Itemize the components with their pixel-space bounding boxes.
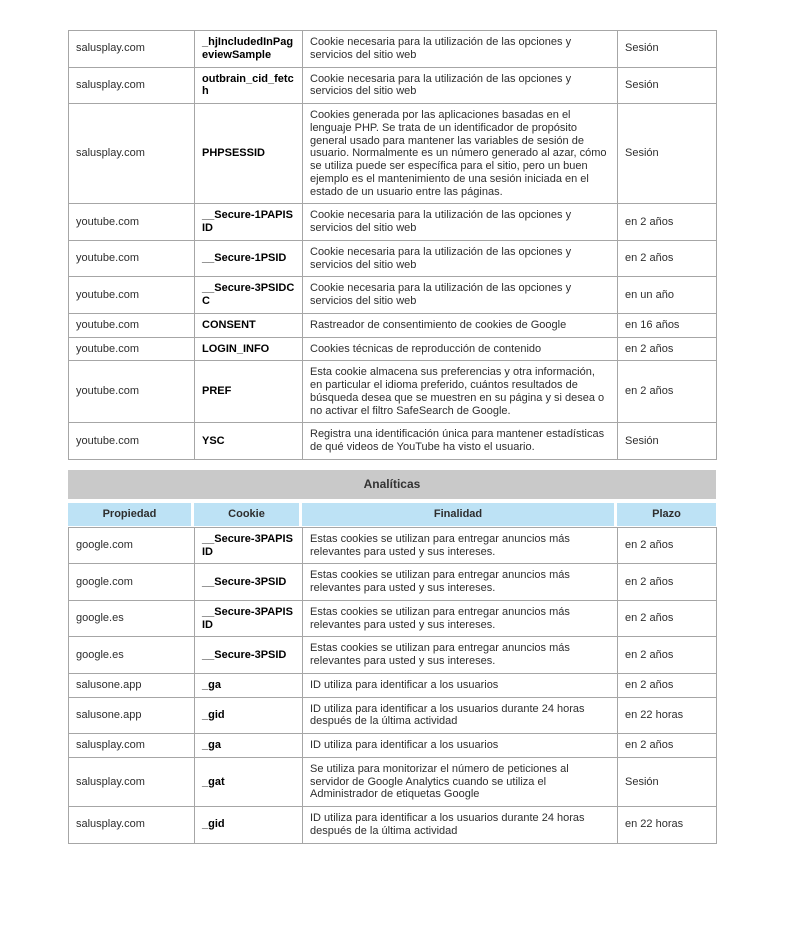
table-row xyxy=(69,337,717,361)
cell-cookie: __Secure-1PSID xyxy=(195,240,303,277)
cell-finalidad: Se utiliza para monitorizar el número de peticiones al servidor de Google Analytics cuando se utiliza el Administrador de etiquetas Google xyxy=(303,757,618,806)
cell-propiedad: salusplay.com xyxy=(69,67,195,104)
table-row xyxy=(69,673,717,697)
cell-propiedad: youtube.com xyxy=(69,240,195,277)
cell-propiedad: salusone.app xyxy=(69,697,195,734)
cell-cookie: CONSENT xyxy=(195,313,303,337)
analytics-table-body xyxy=(69,527,717,843)
cell-finalidad: Cookie necesaria para la utilización de las opciones y servicios del sitio web xyxy=(303,277,618,314)
cell-finalidad: Cookies generada por las aplicaciones basadas en el lenguaje PHP. Se trata de un identificador de propósito general usado para mantener las variables de sesión de usuario. Normalmente es un número generado al azar, cómo se utiliza puede ser específica para el sitio, pero un buen ejemplo es el mantenimiento de una sesión iniciada en el estado de un usuario entre las páginas. xyxy=(303,104,618,204)
cell-propiedad: youtube.com xyxy=(69,204,195,241)
cell-propiedad: youtube.com xyxy=(69,423,195,460)
table-row xyxy=(69,204,717,241)
cell-plazo: Sesión xyxy=(618,31,717,68)
cell-cookie: __Secure-3PAPISID xyxy=(195,600,303,637)
table-row xyxy=(69,67,717,104)
cell-finalidad: Cookie necesaria para la utilización de las opciones y servicios del sitio web xyxy=(303,240,618,277)
cell-plazo: en 16 años xyxy=(618,313,717,337)
cell-finalidad: Cookie necesaria para la utilización de las opciones y servicios del sitio web xyxy=(303,31,618,68)
cell-finalidad: Cookie necesaria para la utilización de las opciones y servicios del sitio web xyxy=(303,204,618,241)
cell-cookie: YSC xyxy=(195,423,303,460)
cell-plazo: en 2 años xyxy=(618,337,717,361)
cell-plazo: en 2 años xyxy=(618,240,717,277)
table-row xyxy=(69,734,717,758)
cookies-table-necessary xyxy=(68,30,717,460)
cell-propiedad: google.es xyxy=(69,637,195,674)
cell-finalidad: Registra una identificación única para mantener estadísticas de qué videos de YouTube ha visto el usuario. xyxy=(303,423,618,460)
cell-cookie: __Secure-3PSIDCC xyxy=(195,277,303,314)
cell-plazo: en 22 horas xyxy=(618,807,717,844)
cell-finalidad: ID utiliza para identificar a los usuarios xyxy=(303,734,618,758)
table-row xyxy=(69,104,717,204)
cell-finalidad: Cookie necesaria para la utilización de las opciones y servicios del sitio web xyxy=(303,67,618,104)
cell-cookie: __Secure-1PAPISID xyxy=(195,204,303,241)
cell-propiedad: salusplay.com xyxy=(69,757,195,806)
cell-plazo: en 2 años xyxy=(618,204,717,241)
cell-cookie: _hjIncludedInPageviewSample xyxy=(195,31,303,68)
cell-propiedad: salusplay.com xyxy=(69,734,195,758)
cell-propiedad: youtube.com xyxy=(69,277,195,314)
cell-finalidad: Rastreador de consentimiento de cookies de Google xyxy=(303,313,618,337)
table-row xyxy=(69,277,717,314)
cell-plazo: en 2 años xyxy=(618,361,717,423)
table-row xyxy=(69,361,717,423)
cell-finalidad: Esta cookie almacena sus preferencias y otra información, en particular el idioma preferido, cuántos resultados de búsqueda desea que se muestren en su página y si desea o no activar el filtro SafeSearch de Google. xyxy=(303,361,618,423)
cell-propiedad: google.com xyxy=(69,564,195,601)
cell-plazo: en 2 años xyxy=(618,600,717,637)
cell-finalidad: Estas cookies se utilizan para entregar anuncios más relevantes para usted y sus intereses. xyxy=(303,564,618,601)
column-header-finalidad: Finalidad xyxy=(302,503,614,526)
cell-plazo: en 2 años xyxy=(618,637,717,674)
necessary-table-body xyxy=(69,31,717,460)
cell-cookie: __Secure-3PSID xyxy=(195,637,303,674)
cell-plazo: en 2 años xyxy=(618,527,717,564)
cell-cookie: _ga xyxy=(195,673,303,697)
column-header-cookie: Cookie xyxy=(194,503,299,526)
cell-finalidad: Estas cookies se utilizan para entregar anuncios más relevantes para usted y sus intereses. xyxy=(303,527,618,564)
column-header-plazo: Plazo xyxy=(617,503,716,526)
cookies-table-analytics xyxy=(68,527,717,844)
cell-propiedad: salusplay.com xyxy=(69,807,195,844)
column-header-propiedad: Propiedad xyxy=(68,503,191,526)
cell-finalidad: ID utiliza para identificar a los usuarios durante 24 horas después de la última actividad xyxy=(303,697,618,734)
cell-cookie: _gid xyxy=(195,807,303,844)
analytics-header-row xyxy=(68,503,716,526)
cell-cookie: PHPSESSID xyxy=(195,104,303,204)
table-row xyxy=(69,697,717,734)
cell-plazo: en un año xyxy=(618,277,717,314)
table-row xyxy=(69,637,717,674)
cell-finalidad: Cookies técnicas de reproducción de contenido xyxy=(303,337,618,361)
cell-plazo: en 2 años xyxy=(618,734,717,758)
cell-plazo: Sesión xyxy=(618,423,717,460)
cell-cookie: PREF xyxy=(195,361,303,423)
cell-propiedad: google.com xyxy=(69,527,195,564)
table-row xyxy=(69,564,717,601)
section-title-analiticas: Analíticas xyxy=(68,470,716,499)
cell-cookie: outbrain_cid_fetch xyxy=(195,67,303,104)
cell-finalidad: ID utiliza para identificar a los usuarios xyxy=(303,673,618,697)
cell-finalidad: Estas cookies se utilizan para entregar anuncios más relevantes para usted y sus intereses. xyxy=(303,600,618,637)
cell-plazo: Sesión xyxy=(618,104,717,204)
table-row xyxy=(69,423,717,460)
cell-cookie: LOGIN_INFO xyxy=(195,337,303,361)
cell-plazo: en 22 horas xyxy=(618,697,717,734)
cell-propiedad: salusplay.com xyxy=(69,31,195,68)
cell-finalidad: ID utiliza para identificar a los usuarios durante 24 horas después de la última actividad xyxy=(303,807,618,844)
cell-cookie: _gat xyxy=(195,757,303,806)
cookie-policy-content xyxy=(68,30,716,844)
table-row xyxy=(69,31,717,68)
cell-plazo: Sesión xyxy=(618,67,717,104)
cell-propiedad: youtube.com xyxy=(69,361,195,423)
table-row xyxy=(69,757,717,806)
cell-finalidad: Estas cookies se utilizan para entregar anuncios más relevantes para usted y sus intereses. xyxy=(303,637,618,674)
cell-propiedad: salusplay.com xyxy=(69,104,195,204)
table-row xyxy=(69,807,717,844)
cell-propiedad: google.es xyxy=(69,600,195,637)
cell-propiedad: youtube.com xyxy=(69,313,195,337)
table-row xyxy=(69,600,717,637)
cell-plazo: en 2 años xyxy=(618,673,717,697)
cell-cookie: _ga xyxy=(195,734,303,758)
cell-plazo: Sesión xyxy=(618,757,717,806)
cell-plazo: en 2 años xyxy=(618,564,717,601)
table-row xyxy=(69,313,717,337)
cell-cookie: __Secure-3PAPISID xyxy=(195,527,303,564)
cell-propiedad: salusone.app xyxy=(69,673,195,697)
cell-cookie: _gid xyxy=(195,697,303,734)
table-row xyxy=(69,527,717,564)
cell-propiedad: youtube.com xyxy=(69,337,195,361)
cell-cookie: __Secure-3PSID xyxy=(195,564,303,601)
table-row xyxy=(69,240,717,277)
